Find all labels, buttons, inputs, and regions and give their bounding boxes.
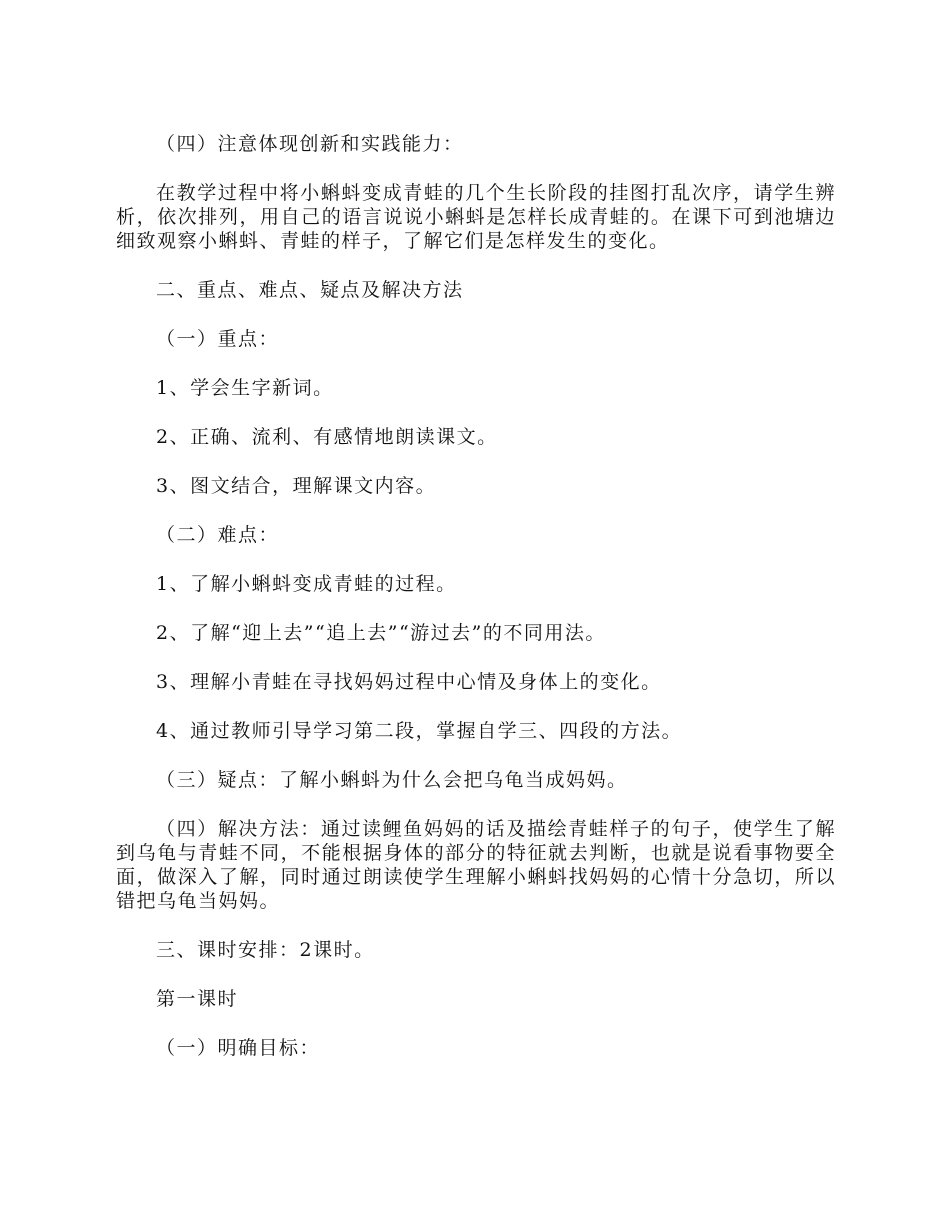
document-body — [116, 132, 836, 1085]
list-item-focus-3: 3、图文结合，理解课文内容。 — [156, 475, 437, 497]
subsection-heading-focus: （一）重点： — [156, 328, 280, 350]
list-item-focus-1: 1、学会生字新词。 — [156, 377, 334, 399]
section-heading-schedule: 三、课时安排：2课时。 — [156, 939, 375, 961]
list-item-focus-2: 2、正确、流利、有感情地朗读课文。 — [156, 426, 498, 448]
body-paragraph-teaching-process: 在教学过程中将小蝌蚪变成青蛙的几个生长阶段的挂图打乱次序，请学生辨析，依次排列，用自己的语言说说小蝌蚪是怎样长成青蛙的。在课下可到池塘边细致观察小蝌蚪、青蛙的样子，了解它们是怎样发生的变化。 — [116, 182, 836, 252]
list-item-difficulty-2: 2、了解“迎上去”“追上去”“游过去”的不同用法。 — [156, 622, 606, 644]
subsection-heading-innovation: （四）注意体现创新和实践能力： — [156, 133, 464, 155]
section-heading-key-points: 二、重点、难点、疑点及解决方法 — [156, 279, 464, 301]
list-item-difficulty-4: 4、通过教师引导学习第二段，掌握自学三、四段的方法。 — [156, 720, 683, 742]
list-item-difficulty-1: 1、了解小蝌蚪变成青蛙的过程。 — [156, 573, 457, 595]
subsection-heading-doubt: （三）疑点：了解小蝌蚪为什么会把乌龟当成妈妈。 — [156, 769, 628, 791]
subsection-heading-goals: （一）明确目标： — [156, 1037, 321, 1059]
body-paragraph-solution: （四）解决方法：通过读鲤鱼妈妈的话及描绘青蛙样子的句子，使学生了解到乌龟与青蛙不同，不能根据身体的部分的特征就去判断，也就是说看事物要全面，做深入了解，同时通过朗读使学生理解小蝌蚪找妈妈的心情十分急切，所以错把乌龟当妈妈。 — [116, 818, 836, 912]
subsection-heading-difficulty: （二）难点： — [156, 524, 280, 546]
lesson-heading-first: 第一课时 — [156, 988, 239, 1010]
list-item-difficulty-3: 3、理解小青蛙在寻找妈妈过程中心情及身体上的变化。 — [156, 671, 662, 693]
